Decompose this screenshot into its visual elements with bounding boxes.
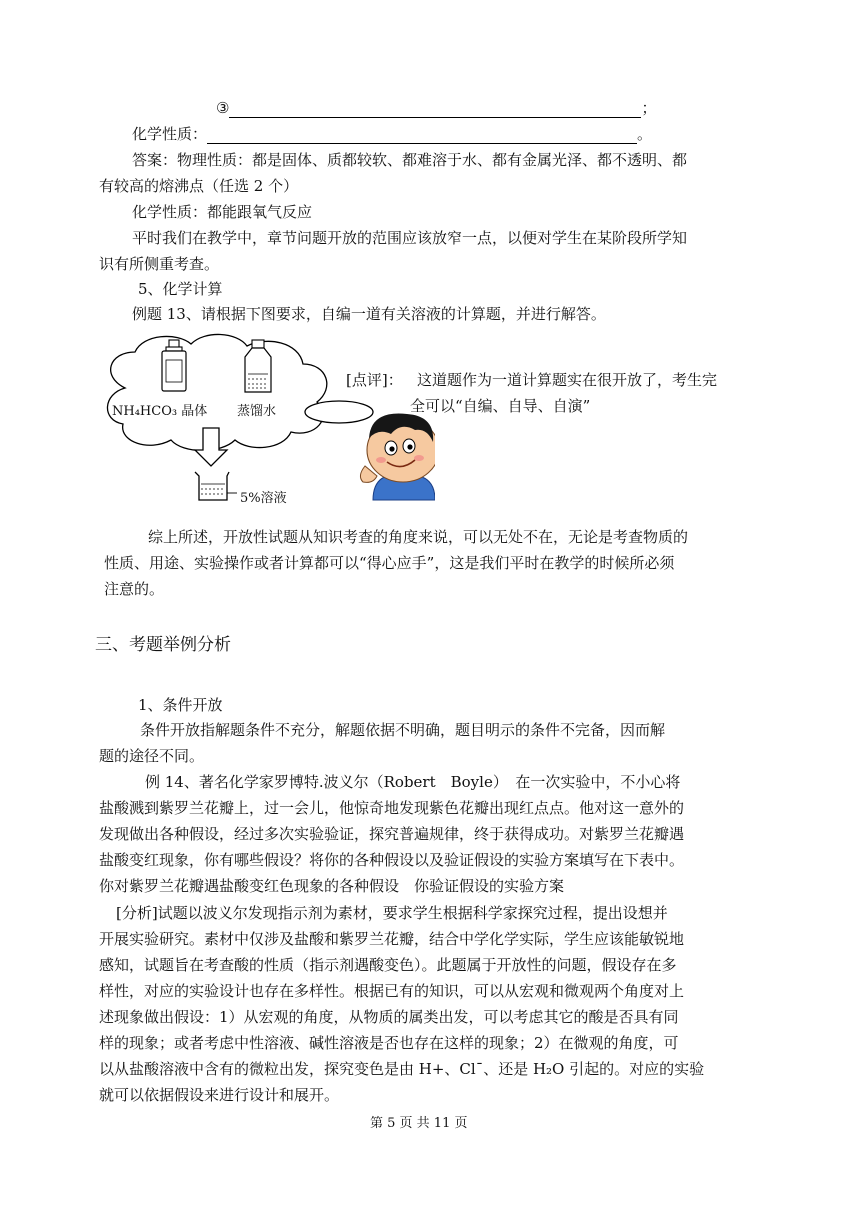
cartoon-boy-icon — [360, 414, 435, 501]
answer-line-1: 答案：物理性质：都是固体、质都较软、都难溶于水、都有金属光泽、都不透明、都 — [132, 151, 688, 169]
answer-line-2: 有较高的熔沸点（任选 2 个） — [99, 177, 299, 195]
analysis-line-1: [分析]试题以波义尔发现指示剂为素材，要求学生根据科学家探究过程，提出设想并 — [116, 904, 668, 922]
answer-line-3: 化学性质：都能跟氧气反应 — [132, 203, 313, 221]
thought-bubble-large — [305, 401, 373, 423]
analysis-line-2: 开展实验研究。素材中仅涉及盐酸和紫罗兰花瓣，结合中学化学实际，学生应该能敏锐地 — [99, 930, 685, 948]
analysis-line-4: 样性，对应的实验设计也存在多样性。根据已有的知识，可以从宏观和微观两个角度对上 — [99, 982, 685, 1000]
analysis-line-8: 就可以依据假设来进行设计和展开。 — [99, 1086, 340, 1104]
example14-line-5: 你对紫罗兰花瓣遇盐酸变红色现象的各种假设 你验证假设的实验方案 — [99, 877, 565, 895]
summary-line-3: 注意的。 — [104, 580, 165, 598]
note-line-1: 平时我们在教学中，章节问题开放的范围应该放窄一点，以便对学生在某阶段所学知 — [132, 229, 688, 247]
note-line-2: 识有所侧重考查。 — [99, 255, 220, 273]
analysis-line-3: 感知，试题旨在考查酸的性质（指示剂遇酸变色）。此题属于开放性的问题，假设存在多 — [99, 956, 677, 974]
chem-prop-label: 化学性质： — [132, 125, 208, 143]
summary-line-1: 综上所述，开放性试题从知识考查的角度来说，可以无处不在，无论是考查物质的 — [148, 528, 689, 546]
crystal-label: NH₄HCO₃ 晶体 — [112, 404, 208, 419]
example14-line-3: 发现做出各种假设，经过多次实验验证，探究普遍规律，终于获得成功。对紫罗兰花瓣遇 — [99, 825, 685, 843]
analysis-line-6: 样的现象；或者考虑中性溶液、碱性溶液是否也存在这样的现象；2）在微观的角度，可 — [99, 1034, 679, 1052]
beaker-icon — [195, 472, 237, 500]
reagent-bottle-icon — [162, 340, 186, 391]
item3-marker: ③ — [216, 99, 230, 117]
item3-blank — [229, 101, 641, 118]
chem-prop-blank — [207, 127, 637, 144]
summary-line-2: 性质、用途、实验操作或者计算都可以“得心应手”，这是我们平时在教学的时候所必须 — [104, 554, 675, 572]
example14-line-4: 盐酸变红现象，你有哪些假设？将你的各种假设以及验证假设的实验方案填写在下表中。 — [99, 851, 685, 869]
section3-heading: 三、考题举例分析 — [95, 635, 231, 655]
analysis-line-5: 述现象做出假设：1）从宏观的角度，从物质的属类出发，可以考虑其它的酸是否具有同 — [99, 1008, 679, 1026]
comment-tag: [点评]： — [346, 371, 403, 389]
item3-line: ③ ； — [216, 99, 657, 117]
comment-line-2: 全可以“自编、自导、自演” — [410, 397, 591, 415]
page-footer: 第 5 页 共 11 页 — [370, 1116, 468, 1131]
example14-line-1: 例 14、著名化学家罗博特.波义尔（Robert Boyle） 在一次实验中，不小心将 — [145, 773, 681, 791]
section5-title: 5、化学计算 — [138, 280, 223, 298]
condition-line-1: 条件开放指解题条件不充分，解题依据不明确，题目明示的条件不完备，因而解 — [140, 721, 666, 739]
condition-line-2: 题的途径不同。 — [99, 747, 205, 765]
water-label: 蒸馏水 — [237, 404, 277, 419]
analysis-line-7: 以从盐酸溶液中含有的微粒出发，探究变色是由 H+、Cl¯、还是 H₂O 引起的。对应的实验 — [99, 1060, 705, 1078]
chem-prop-line: 化学性质： 。 — [132, 125, 653, 143]
example13-text: 例题 13、请根据下图要求，自编一道有关溶液的计算题，并进行解答。 — [132, 305, 606, 323]
comment-line-1: [点评]： 这道题作为一道计算题实在很开放了，考生完 — [346, 371, 718, 389]
condition-title: 1、条件开放 — [138, 696, 223, 714]
solution-label: 5%溶液 — [240, 491, 287, 506]
example14-line-2: 盐酸溅到紫罗兰花瓣上，过一会儿，他惊奇地发现紫色花瓣出现红点点。他对这一意外的 — [99, 799, 685, 817]
